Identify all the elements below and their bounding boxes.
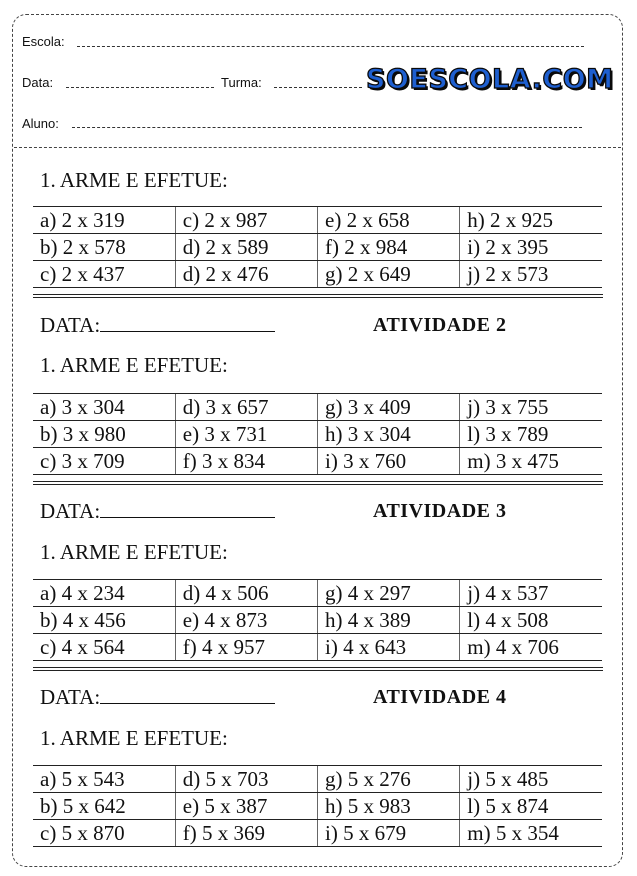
activity-title-3: ATIVIDADE 3 [373, 500, 507, 522]
exercise-cell: i) 5 x 679 [318, 820, 460, 847]
section-divider [33, 294, 603, 298]
activity-title-2: ATIVIDADE 2 [373, 314, 507, 336]
exercise-table-1 [33, 206, 602, 288]
table-row [33, 820, 602, 847]
exercise-cell: g) 3 x 409 [318, 394, 460, 421]
school-label: Escola: [22, 34, 65, 49]
instruction-3: 1. ARME E EFETUE: [40, 540, 228, 564]
exercise-cell: e) 5 x 387 [175, 793, 317, 820]
exercise-cell: m) 5 x 354 [460, 820, 602, 847]
date-label: DATA: [40, 313, 101, 337]
exercise-cell: j) 5 x 485 [460, 766, 602, 793]
table-row [33, 580, 602, 607]
exercise-cell: i) 3 x 760 [318, 448, 460, 475]
date-blank[interactable] [100, 685, 275, 704]
exercise-cell: c) 3 x 709 [33, 448, 175, 475]
table-row [33, 394, 602, 421]
date-label: DATA: [40, 685, 101, 709]
exercise-cell: h) 4 x 389 [318, 607, 460, 634]
student-fill-line[interactable] [72, 127, 582, 128]
exercise-cell: i) 2 x 395 [460, 234, 602, 261]
exercise-cell: b) 3 x 980 [33, 421, 175, 448]
date-line-4 [40, 685, 275, 710]
exercise-cell: c) 2 x 987 [175, 207, 317, 234]
exercise-cell: a) 2 x 319 [33, 207, 175, 234]
exercise-cell: a) 3 x 304 [33, 394, 175, 421]
exercise-cell: d) 2 x 476 [175, 261, 317, 288]
table-row [33, 793, 602, 820]
exercise-cell: h) 2 x 925 [460, 207, 602, 234]
exercise-cell: a) 4 x 234 [33, 580, 175, 607]
activity-title-4: ATIVIDADE 4 [373, 686, 507, 708]
exercise-cell: m) 4 x 706 [460, 634, 602, 661]
instruction-4: 1. ARME E EFETUE: [40, 726, 228, 750]
exercise-cell: c) 5 x 870 [33, 820, 175, 847]
exercise-cell: j) 3 x 755 [460, 394, 602, 421]
school-fill-line[interactable] [77, 46, 584, 47]
exercise-cell: b) 5 x 642 [33, 793, 175, 820]
date-blank[interactable] [100, 313, 275, 332]
exercise-cell: m) 3 x 475 [460, 448, 602, 475]
exercise-cell: f) 3 x 834 [175, 448, 317, 475]
exercise-cell: d) 3 x 657 [175, 394, 317, 421]
exercise-cell: c) 4 x 564 [33, 634, 175, 661]
date-blank[interactable] [100, 499, 275, 518]
exercise-cell: l) 3 x 789 [460, 421, 602, 448]
exercise-cell: e) 2 x 658 [318, 207, 460, 234]
table-row [33, 607, 602, 634]
section-divider [33, 667, 603, 671]
header-divider [14, 147, 621, 148]
exercise-cell: l) 5 x 874 [460, 793, 602, 820]
exercise-cell: g) 4 x 297 [318, 580, 460, 607]
exercise-cell: j) 4 x 537 [460, 580, 602, 607]
exercise-cell: e) 3 x 731 [175, 421, 317, 448]
exercise-cell: f) 4 x 957 [175, 634, 317, 661]
date-label: DATA: [40, 499, 101, 523]
table-row [33, 766, 602, 793]
table-row [33, 261, 602, 288]
table-row [33, 634, 602, 661]
exercise-cell: d) 4 x 506 [175, 580, 317, 607]
class-label: Turma: [221, 75, 262, 90]
exercise-cell: f) 5 x 369 [175, 820, 317, 847]
exercise-cell: b) 2 x 578 [33, 234, 175, 261]
exercise-cell: h) 3 x 304 [318, 421, 460, 448]
instruction-1: 1. ARME E EFETUE: [40, 168, 228, 192]
exercise-cell: j) 2 x 573 [460, 261, 602, 288]
class-fill-line[interactable] [274, 87, 362, 88]
exercise-table-3 [33, 579, 602, 661]
date-line-2 [40, 313, 275, 338]
instruction-2: 1. ARME E EFETUE: [40, 353, 228, 377]
soescola-logo: SOESCOLA.COM [366, 64, 614, 95]
exercise-cell: a) 5 x 543 [33, 766, 175, 793]
exercise-table-2 [33, 393, 602, 475]
exercise-cell: e) 4 x 873 [175, 607, 317, 634]
exercise-cell: l) 4 x 508 [460, 607, 602, 634]
table-row [33, 448, 602, 475]
date-label: Data: [22, 75, 54, 90]
student-label: Aluno: [22, 116, 59, 131]
exercise-table-4 [33, 765, 602, 847]
exercise-cell: f) 2 x 984 [318, 234, 460, 261]
exercise-cell: d) 2 x 589 [175, 234, 317, 261]
exercise-cell: d) 5 x 703 [175, 766, 317, 793]
table-row [33, 421, 602, 448]
exercise-cell: g) 5 x 276 [318, 766, 460, 793]
table-row [33, 234, 602, 261]
exercise-cell: c) 2 x 437 [33, 261, 175, 288]
exercise-cell: b) 4 x 456 [33, 607, 175, 634]
section-divider [33, 481, 603, 485]
exercise-cell: h) 5 x 983 [318, 793, 460, 820]
date-fill-line[interactable] [66, 87, 214, 88]
exercise-cell: g) 2 x 649 [318, 261, 460, 288]
exercise-cell: i) 4 x 643 [318, 634, 460, 661]
date-line-3 [40, 499, 275, 524]
table-row [33, 207, 602, 234]
